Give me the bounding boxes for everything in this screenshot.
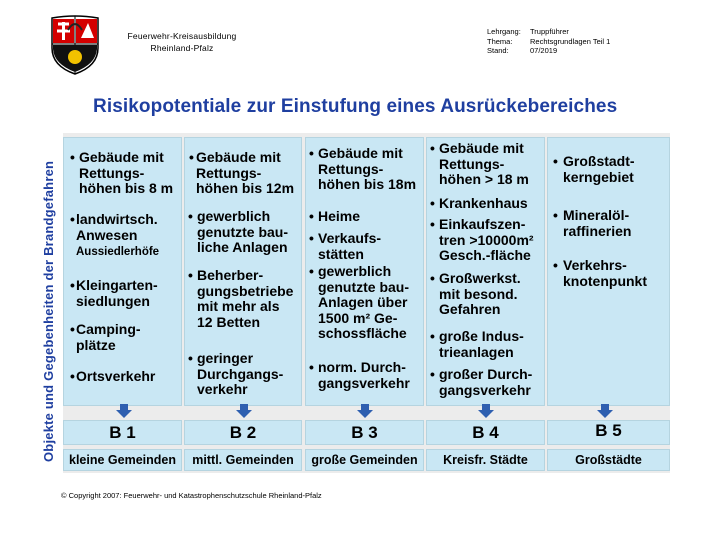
category-label-b2: mittl. Gemeinden [184, 449, 302, 471]
list-item: • Gebäude mit Rettungs- höhen bis 12m [189, 149, 295, 196]
list-item: • Mineralöl- raffinerien [553, 207, 632, 239]
category-label-b4: Kreisfr. Städte [426, 449, 545, 471]
arrow-down-icon [236, 404, 252, 418]
list-item: • Gebäude mit Rettungs- höhen bis 18m [309, 145, 417, 192]
side-label: Objekte und Gegebenheiten der Brandgefahren [41, 160, 56, 462]
category-code-b3: B 3 [305, 420, 424, 445]
list-item: • Verkaufs- stätten [309, 230, 382, 262]
list-item: • großer Durch- gangsverkehr [430, 366, 533, 398]
org-line-2: Rheinland-Pfalz [150, 43, 214, 53]
category-code-b1: B 1 [63, 420, 182, 445]
copyright-footer: © Copyright 2007: Feuerwehr- und Katastrophenschutzschule Rheinland-Pfalz [61, 491, 322, 500]
list-item: Aussiedlerhöfe [76, 246, 160, 258]
category-label-b1: kleine Gemeinden [63, 449, 182, 471]
category-code-b2: B 2 [184, 420, 302, 445]
risk-column-b5 [547, 137, 670, 406]
arrow-down-icon [357, 404, 373, 418]
risk-column-b2 [184, 137, 302, 406]
list-item: • Kleingarten- siedlungen [70, 277, 158, 309]
meta-row: Thema: Rechtsgrundlagen Teil 1 [487, 36, 611, 46]
risk-column-b3 [305, 137, 424, 406]
coat-of-arms-icon [48, 14, 102, 76]
org-line-1: Feuerwehr-Kreisausbildung [127, 31, 237, 41]
list-item: • gewerblich genutzte bau- liche Anlagen [188, 208, 288, 255]
list-item: • Heime [309, 208, 361, 224]
list-item: • Großwerkst. mit besond. Gefahren [430, 270, 521, 317]
document-meta [487, 27, 610, 56]
list-item: • Camping- plätze [70, 321, 141, 353]
list-item: • Ortsverkehr [70, 368, 156, 384]
list-item: • Großstadt- kerngebiet [553, 153, 635, 185]
category-label-b3: große Gemeinden [305, 449, 424, 471]
list-item: • Einkaufszen- tren >10000m² Gesch.-fläche [430, 216, 534, 263]
list-item: • geringer Durchgangs- verkehr [188, 350, 284, 397]
risk-column-b4 [426, 137, 545, 406]
arrow-down-icon [116, 404, 132, 418]
list-item: • Beherber- gungsbetriebe mit mehr als 12 Betten [188, 267, 294, 330]
list-item: • Verkehrs- knotenpunkt [553, 257, 647, 289]
list-item: • norm. Durch- gangsverkehr [309, 359, 410, 391]
category-code-b4: B 4 [426, 420, 545, 445]
list-item: • Gebäude mit Rettungs- höhen bis 8 m [70, 149, 174, 196]
organization-name [112, 30, 252, 54]
risk-column-b1 [63, 137, 182, 406]
arrow-down-icon [597, 404, 613, 418]
arrow-down-icon [478, 404, 494, 418]
category-code-b5: B 5 [547, 420, 670, 445]
list-item: • gewerblich genutzte bau- Anlagen über 1500 m² Ge- schossfläche [309, 263, 409, 341]
category-label-b5: Großstädte [547, 449, 670, 471]
list-item: • Gebäude mit Rettungs- höhen > 18 m [430, 140, 529, 187]
list-item: • Krankenhaus [430, 195, 528, 211]
meta-row: Lehrgang: Truppführer [487, 27, 569, 36]
list-item: • große Indus- trieanlagen [430, 328, 524, 360]
list-item: • landwirtsch. Anwesen [70, 211, 158, 243]
page-title: Risikopotentiale zur Einstufung eines Ausrückebereiches [93, 96, 618, 117]
meta-row: Stand: 07/2019 [487, 46, 558, 55]
